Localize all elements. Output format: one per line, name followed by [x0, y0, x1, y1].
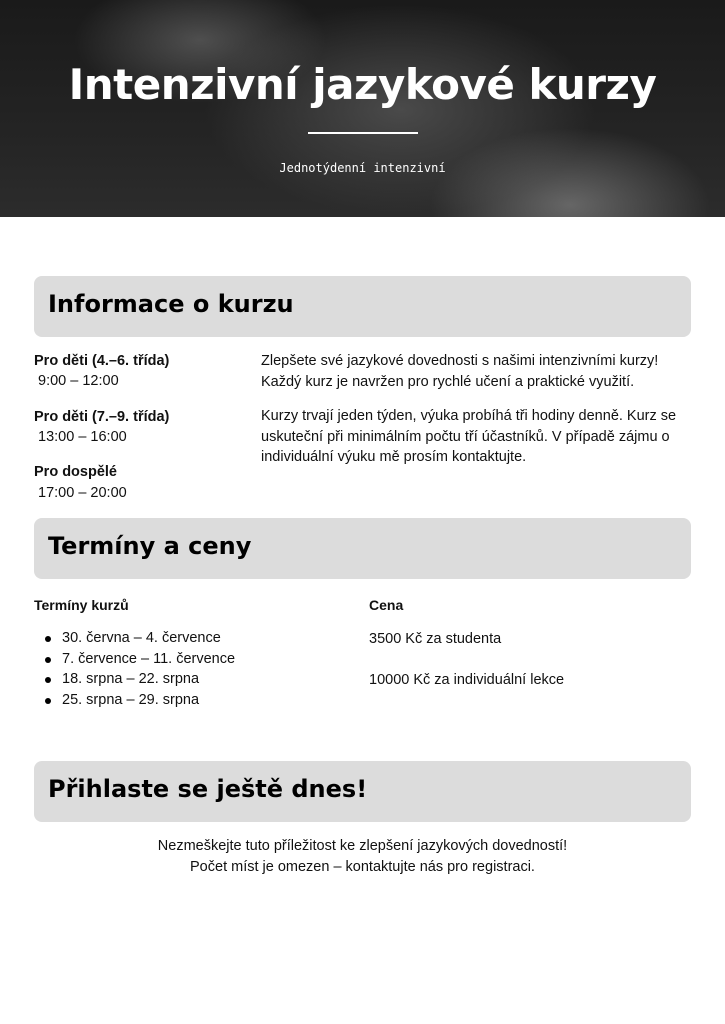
- section-header-signup: [34, 761, 691, 822]
- section-title-info: Informace o kurzu: [48, 290, 294, 318]
- price-label: Cena: [369, 597, 404, 613]
- page-title: Intenzivní jazykové kurzy: [68, 60, 657, 109]
- hero-banner: [0, 0, 725, 217]
- list-item: 18. srpna – 22. srpna: [45, 669, 235, 690]
- signup-line-2: Počet míst je omezen – kontaktujte nás pro registraci.: [190, 859, 535, 875]
- title-divider: [308, 132, 418, 134]
- dates-label: Termíny kurzů: [34, 597, 129, 613]
- schedule-time-kids-4-6: 9:00 – 12:00: [38, 373, 119, 389]
- info-paragraph-intro: Zlepšete své jazykové dovednosti s našimi intenzivními kurzy! Každý kurz je navržen pro rychlé učení a praktické využití.: [261, 353, 659, 390]
- page-subtitle: Jednotýdenní intenzivní: [279, 161, 446, 175]
- section-title-terms: Termíny a ceny: [48, 532, 252, 560]
- list-item: 30. června – 4. července: [45, 628, 235, 649]
- schedule-group-adults: Pro dospělé: [34, 464, 117, 480]
- section-header-info: [34, 276, 691, 337]
- list-item: 7. července – 11. července: [45, 649, 235, 670]
- info-paragraph-details: Kurzy trvají jeden týden, výuka probíhá tři hodiny denně. Kurz se uskuteční při minimálním počtu tří účastníků. V případě zájmu o individuální výuku mě prosím kontaktujte.: [261, 408, 677, 465]
- schedule-group-kids-7-9: Pro děti (7.–9. třída): [34, 409, 170, 425]
- section-header-terms: [34, 518, 691, 579]
- schedule-time-kids-7-9: 13:00 – 16:00: [38, 429, 127, 445]
- list-item: 25. srpna – 29. srpna: [45, 690, 235, 711]
- price-student: 3500 Kč za studenta: [369, 631, 502, 647]
- price-individual: 10000 Kč za individuální lekce: [369, 672, 565, 688]
- schedule-time-adults: 17:00 – 20:00: [38, 485, 127, 501]
- signup-line-1: Nezmeškejte tuto příležitost ke zlepšení jazykových dovedností!: [157, 838, 568, 854]
- schedule-group-kids-4-6: Pro děti (4.–6. třída): [34, 353, 170, 369]
- section-title-signup: Přihlaste se ještě dnes!: [48, 775, 368, 803]
- dates-list: [45, 628, 235, 710]
